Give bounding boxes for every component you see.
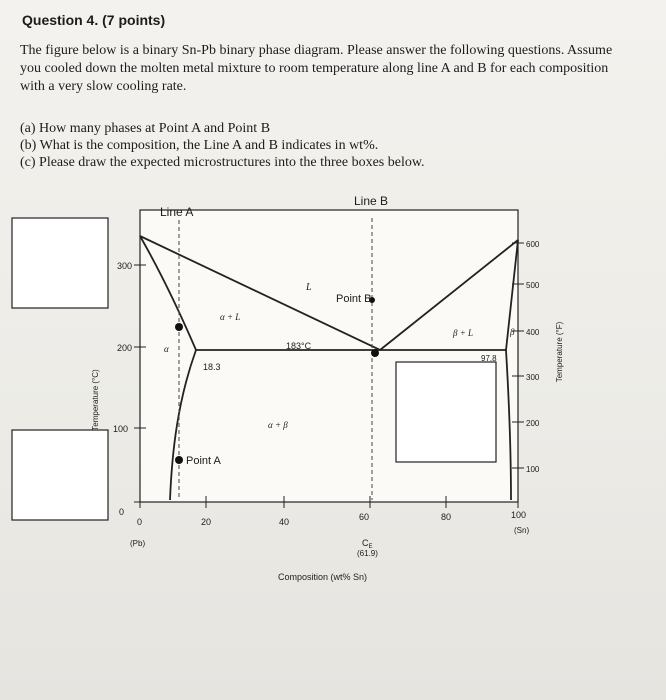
x-end-label-pb: (Pb) — [130, 539, 146, 548]
x-tick-100: 100 — [511, 510, 527, 520]
left-tick-100: 100 — [113, 424, 129, 434]
x-tick-0: 0 — [137, 517, 143, 527]
eutectic-comp-letter: C — [362, 538, 369, 548]
right-tick-600: 600 — [526, 240, 540, 249]
eutectic-point-marker — [371, 349, 379, 357]
left-axis-title: Temperature (°C) — [91, 369, 100, 431]
x-axis-title: Composition (wt% Sn) — [278, 572, 368, 582]
right-tick-500: 500 — [526, 281, 540, 290]
question-title: Question 4. (7 points) — [22, 12, 166, 28]
question-part-b: (b) What is the composition, the Line A and B indicates in wt%. — [20, 138, 379, 153]
x-tick-60: 60 — [359, 512, 370, 522]
line-a-marker — [175, 323, 183, 331]
answer-box-bottom-left[interactable] — [12, 430, 108, 520]
region-alpha-liquid-label: α + L — [220, 312, 241, 322]
question-part-c: (c) Please draw the expected microstructures into the three boxes below. — [20, 155, 425, 170]
solvus-left-value: 18.3 — [203, 362, 221, 372]
x-tick-80: 80 — [441, 512, 452, 522]
region-alpha-beta-label: α + β — [268, 420, 288, 430]
x-tick-40: 40 — [279, 517, 290, 527]
answer-box-center-right[interactable] — [396, 362, 496, 462]
eutectic-comp-subscript: E — [368, 544, 373, 550]
left-tick-300: 300 — [117, 261, 133, 271]
intro-line: you cooled down the molten metal mixture to room temperature along line A and B for each composition — [20, 61, 609, 76]
right-tick-200: 200 — [526, 419, 540, 428]
left-tick-200: 200 — [117, 343, 133, 353]
region-beta-liquid-label: β + L — [453, 328, 474, 338]
question-part-a: (a) How many phases at Point A and Point B — [20, 121, 271, 136]
eutectic-temp-label: 183°C — [286, 341, 312, 351]
right-axis-title: Temperature (°F) — [555, 321, 564, 383]
intro-line: The figure below is a binary Sn-Pb binary phase diagram. Please answer the following questions. Assume — [20, 43, 613, 58]
region-alpha-label: α — [164, 344, 169, 354]
x-end-label-sn: (Sn) — [514, 526, 530, 535]
point-b-label: Point B — [336, 293, 372, 305]
region-beta-label: β — [510, 327, 515, 337]
line-a-label: Line A — [160, 205, 194, 219]
question-intro — [20, 42, 660, 96]
point-a-marker — [175, 456, 183, 464]
region-liquid-label: L — [306, 282, 312, 293]
right-tick-300: 300 — [526, 373, 540, 382]
answer-box-top-left[interactable] — [12, 218, 108, 308]
question-parts — [20, 120, 620, 171]
x-tick-20: 20 — [201, 517, 212, 527]
point-a-label: Point A — [186, 455, 221, 467]
right-tick-100: 100 — [526, 465, 540, 474]
eutectic-comp-value: (61.9) — [357, 549, 378, 558]
line-b-label: Line B — [354, 194, 389, 208]
intro-line: with a very slow cooling rate. — [20, 79, 187, 94]
phase-diagram — [0, 185, 666, 585]
solvus-right-value: 97.8 — [481, 354, 497, 363]
left-tick-0: 0 — [119, 507, 125, 517]
right-tick-400: 400 — [526, 328, 540, 337]
